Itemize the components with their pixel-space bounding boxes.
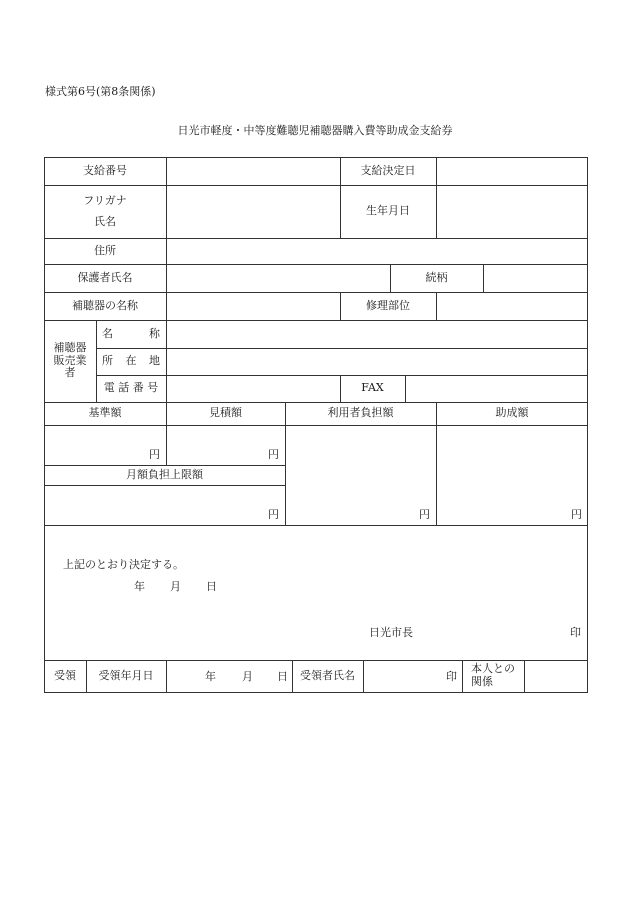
base-amount-label: 基準額 [88,406,122,420]
seller-group-line: 者 [64,366,76,380]
monthly-limit-label: 月額負担上限額 [126,467,203,481]
receipt-date-month: 月 [242,670,253,683]
relation-line: 関係 [471,675,493,688]
form-number: 様式第6号(第8条関係) [45,85,156,98]
base-amount-yen: 円 [149,448,160,462]
seller-location-label [96,348,166,375]
seller-phone-label: 電 話 番 号 [103,381,159,395]
subsidy-yen: 円 [571,508,582,522]
repair-part-label: 修理部位 [366,298,410,312]
rule [405,375,406,402]
rule [363,660,364,693]
guardian-name-label: 保護者氏名 [77,270,133,284]
seller-group-label [44,320,96,402]
receipt-date-year: 年 [205,670,216,683]
page-title: 日光市軽度・中等度難聴児補聴器購入費等助成金支給券 [177,124,453,137]
fax-label: FAX [361,381,384,395]
monthly-limit-yen: 円 [268,508,279,522]
user-burden-yen: 円 [419,508,430,522]
rule [166,157,167,320]
recipient-seal: 印 [446,670,457,683]
seller-location-char: 在 [125,354,137,368]
decision-date-year: 年 [134,580,145,593]
relation-to-person-label [462,660,524,692]
rule [96,348,588,349]
rule [166,320,167,402]
seller-name-char: 称 [149,326,160,340]
rule [436,292,437,320]
receipt-label: 受領 [54,668,76,682]
seller-location-char: 地 [149,354,160,368]
receipt-date-day: 日 [277,670,288,683]
seller-location-char: 所 [102,354,113,368]
decision-date-month: 月 [170,580,181,593]
voucher-table [44,157,588,693]
name-label: 氏名 [93,214,116,228]
seller-group-line: 販売業 [53,353,87,367]
receipt-date-label: 受領年月日 [98,668,154,682]
furigana-name-label-cell [44,185,166,238]
decision-text: 上記のとおり決定する。 [63,558,184,571]
estimate-label: 見積額 [209,406,242,420]
rule [44,525,588,526]
decision-date-day: 日 [206,580,217,593]
payment-decision-date-label: 支給決定日 [360,163,416,177]
payment-number-label: 支給番号 [83,163,127,177]
mayor-label: 日光市長 [369,626,413,639]
seller-name-label [96,320,166,348]
furigana-label: フリガナ [83,193,127,207]
rule [436,157,437,238]
relationship-label: 続柄 [425,270,448,284]
birth-date-label: 生年月日 [366,204,410,218]
rule [524,660,525,693]
rule [44,692,588,693]
device-name-label: 補聴器の名称 [72,298,138,312]
user-burden-label: 利用者負担額 [327,406,394,420]
estimate-yen: 円 [268,448,279,462]
rule [483,264,484,292]
mayor-seal: 印 [570,626,581,639]
address-label: 住所 [94,243,116,257]
rule [166,660,167,693]
subsidy-label: 助成額 [495,406,529,420]
seller-name-char: 名 [102,326,113,340]
relation-line: 本人との [471,662,515,676]
recipient-name-label: 受領者氏名 [300,668,355,682]
seller-group-line: 補聴器 [53,341,87,355]
